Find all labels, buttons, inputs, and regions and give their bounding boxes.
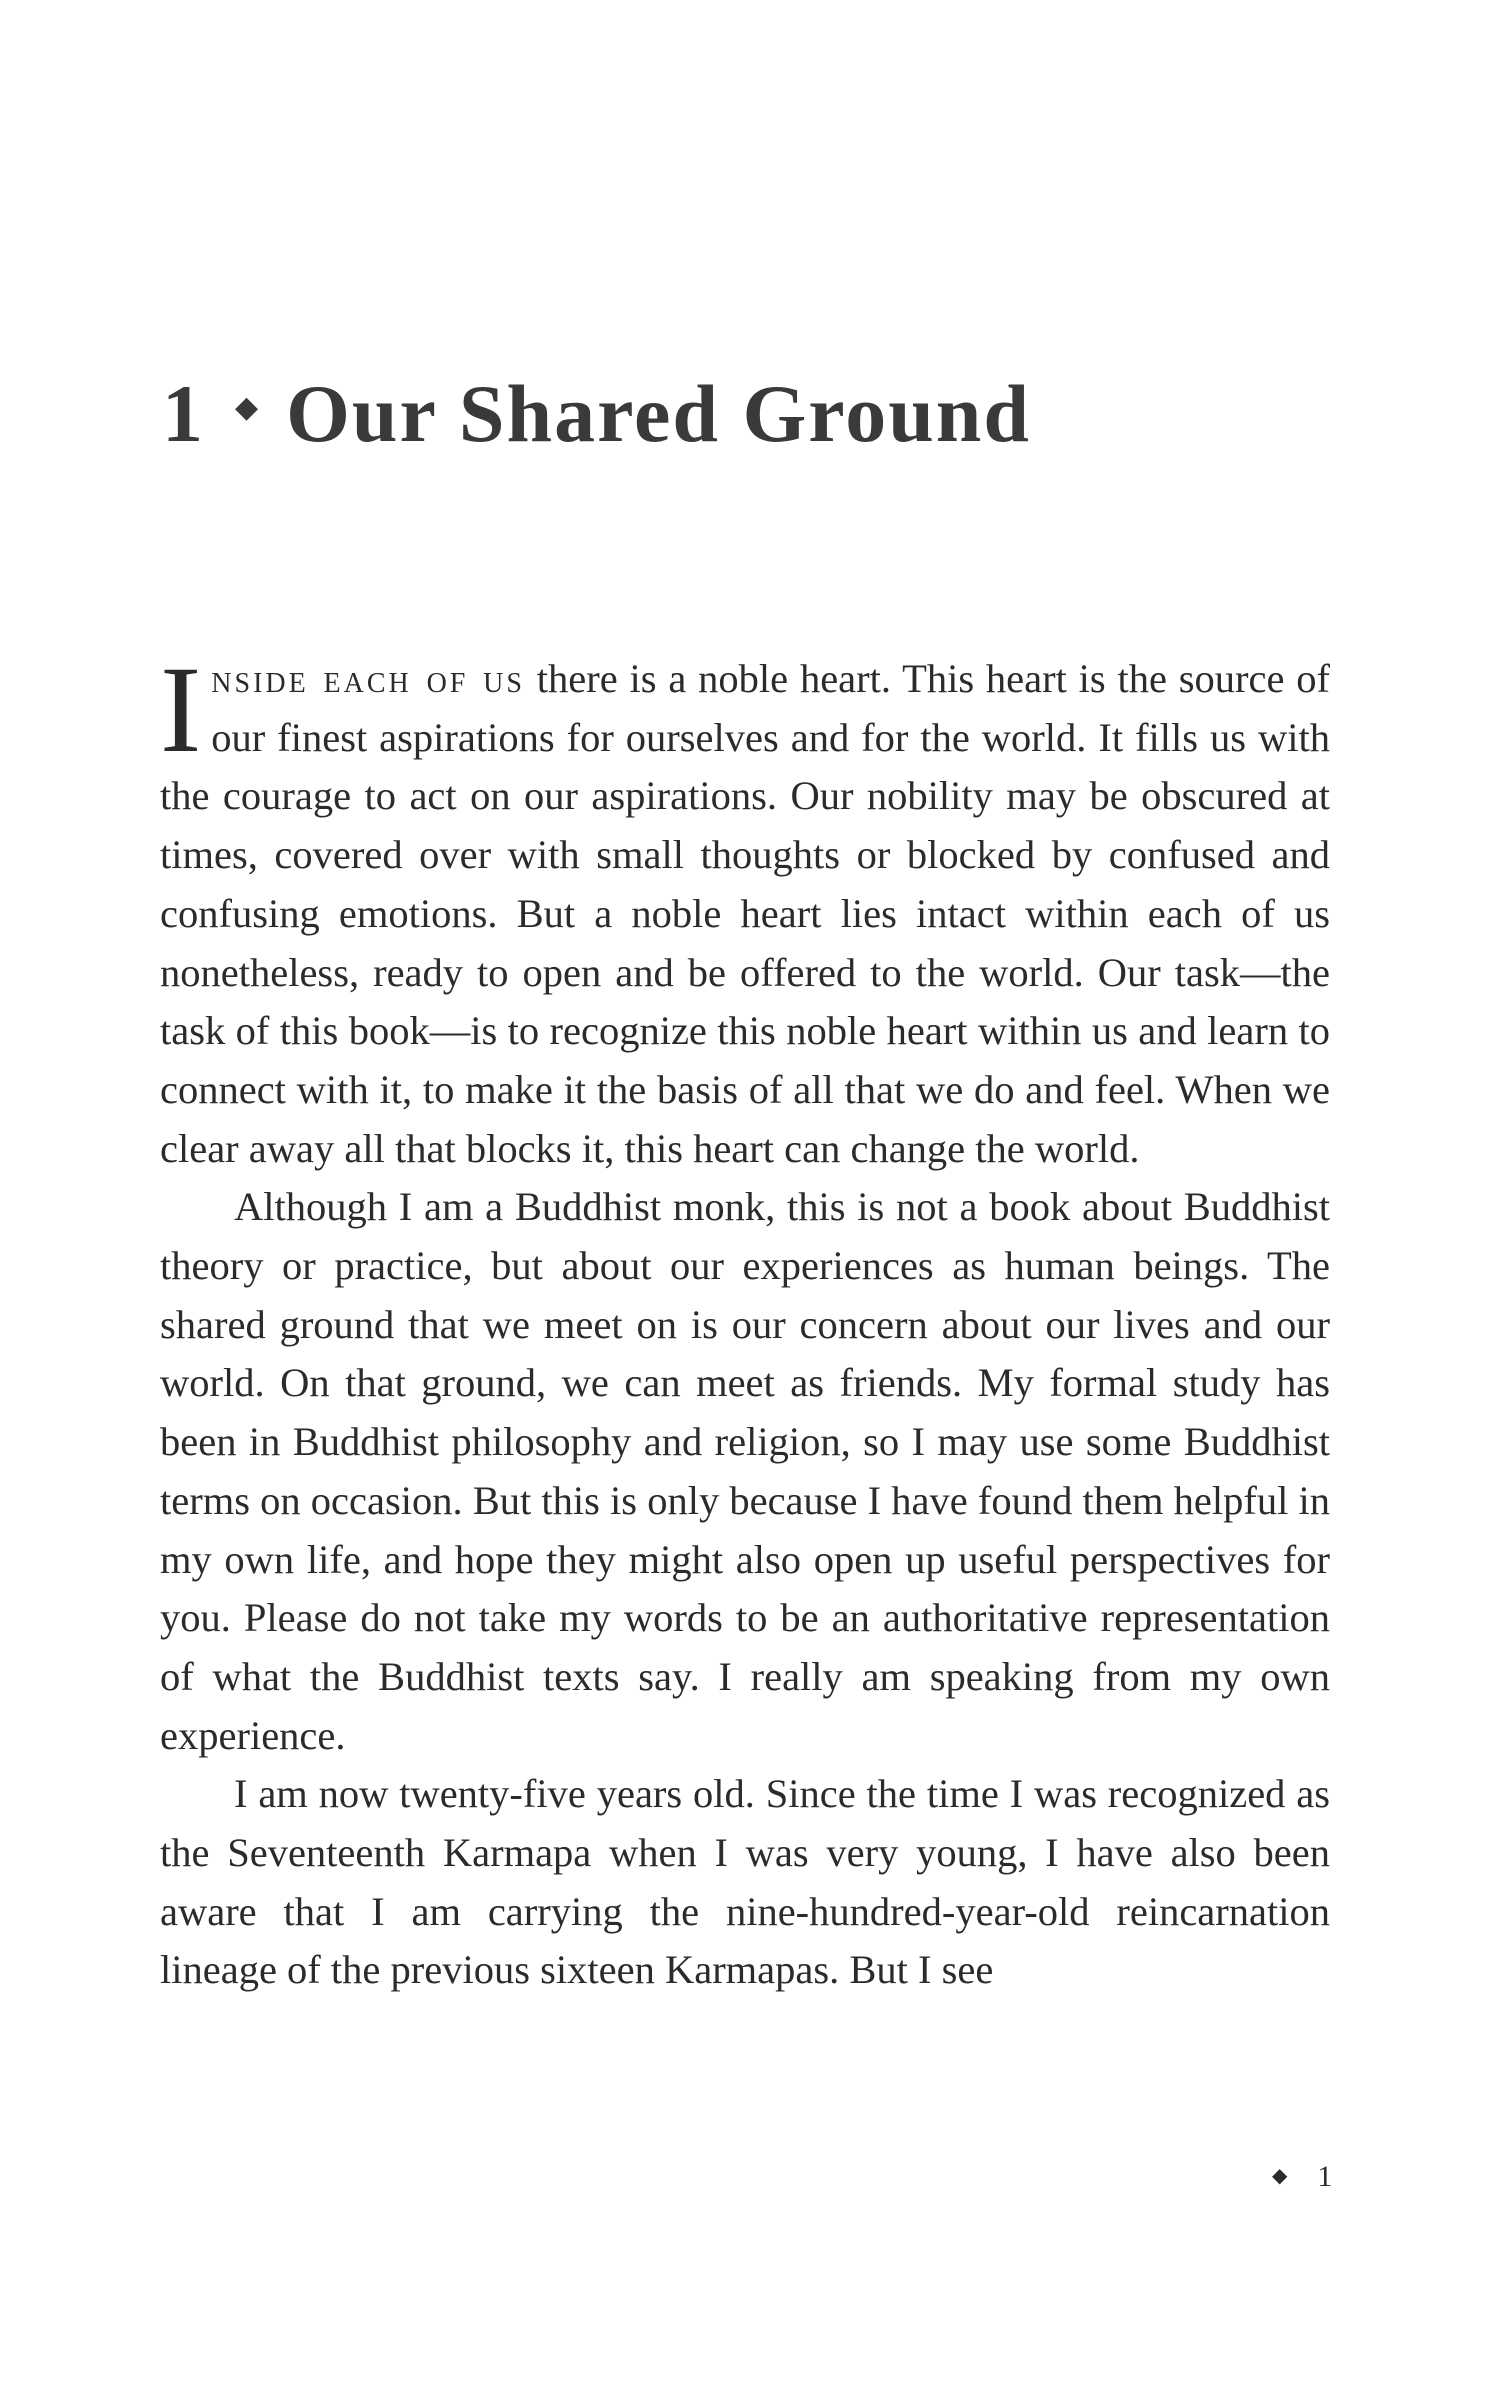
chapter-title: Our Shared Ground bbox=[286, 367, 1032, 459]
opening-text: there is a noble heart. This heart is the source of our finest aspirations for ourselves and for the world. It fills us with the courage to act on our aspirations. Our nobility may be obscured at times, covered over with small thoughts or blocked by confused and confusing emotions. But a noble heart lies intact within each of us nonetheless, ready to open and be offered to the world. Our task—the task of this book—is to recognize this noble heart within us and learn to connect with it, to make it the basis of all that we do and feel. When we clear away all that blocks it, this heart can change the world. bbox=[160, 656, 1330, 1171]
page-number: 1 bbox=[1317, 2160, 1333, 2193]
diamond-separator-icon: ◆ bbox=[1272, 2165, 1288, 2187]
opening-paragraph bbox=[160, 641, 1330, 1178]
paragraph-2: Although I am a Buddhist monk, this is not a book about Buddhist theory or practice, but about our experiences as human beings. The shared ground that we meet on is our concern about our lives and our world. On that ground, we can meet as friends. My formal study has been in Buddhist philosophy and religion, so I may use some Buddhist terms on occasion. But this is only because I have found them helpful in my own life, and hope they might also open up useful perspectives for you. Please do not take my words to be an authoritative representation of what the Buddhist texts say. I really am speaking from my own experience. bbox=[160, 1184, 1330, 1758]
paragraph-3: I am now twenty-five years old. Since the time I was recognized as the Seventeenth Karmapa when I was very young, I have also been aware that I am carrying the nine-hundred-year-old reincarnation lineage of the previous sixteen Karmapas. But I see bbox=[160, 1771, 1330, 1993]
chapter-heading bbox=[162, 367, 1032, 459]
body-text bbox=[160, 641, 1330, 2000]
diamond-separator-icon: ◆ bbox=[235, 391, 261, 425]
page-folio bbox=[1272, 2160, 1332, 2194]
drop-cap: I bbox=[160, 641, 202, 778]
opening-small-caps: nside each of us bbox=[211, 656, 525, 701]
chapter-number: 1 bbox=[162, 367, 205, 459]
